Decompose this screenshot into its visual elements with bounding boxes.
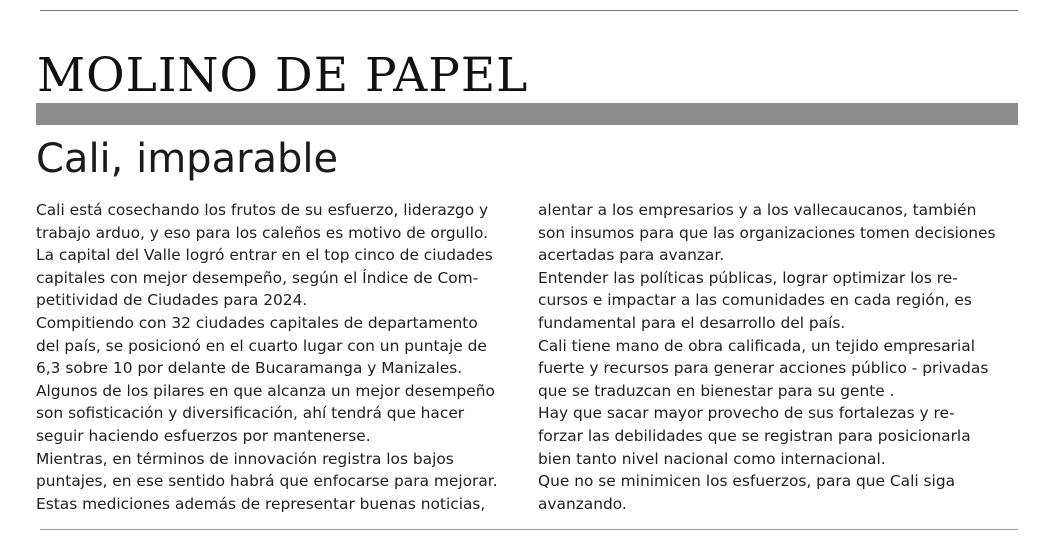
text-line: que se traduzcan en bienestar para su gente . bbox=[538, 381, 895, 400]
text-line: Entender las políticas públicas, lograr optimizar los re- bbox=[538, 268, 958, 287]
text-line: son sofisticación y diversificación, ahí tendrá que hacer bbox=[36, 404, 465, 423]
text-line: Algunos de los pilares en que alcanza un mejor desempeño bbox=[36, 381, 495, 400]
article-column-left bbox=[36, 199, 526, 515]
top-rule bbox=[40, 10, 1018, 11]
text-line: cursos e impactar a las comunidades en cada región, es bbox=[538, 291, 972, 310]
text-line: avanzando. bbox=[538, 494, 627, 513]
text-line: puntajes, en ese sentido habrá que enfocarse para mejorar. bbox=[36, 472, 498, 491]
article-headline: Cali, imparable bbox=[36, 136, 339, 182]
text-line: Compitiendo con 32 ciudades capitales de departamento bbox=[36, 313, 478, 332]
text-line: alentar a los empresarios y a los vallecaucanos, también bbox=[538, 201, 977, 219]
text-line: fundamental para el desarrollo del país. bbox=[538, 313, 846, 332]
text-line: fuerte y recursos para generar acciones público - privadas bbox=[538, 359, 989, 378]
text-line: Mientras, en términos de innovación registra los bajos bbox=[36, 449, 454, 468]
text-line: petitividad de Ciudades para 2024. bbox=[36, 291, 308, 310]
text-line: trabajo arduo, y eso para los caleños es motivo de orgullo. bbox=[36, 223, 488, 242]
text-line: capitales con mejor desempeño, según el Índice de Com- bbox=[36, 268, 479, 287]
text-line: bien tanto nivel nacional como internacional. bbox=[538, 449, 886, 468]
text-line: Estas mediciones además de representar buenas noticias, bbox=[36, 494, 486, 513]
bottom-rule bbox=[40, 529, 1018, 530]
section-title: MOLINO DE PAPEL bbox=[37, 48, 529, 103]
text-line: Hay que sacar mayor provecho de sus fortalezas y re- bbox=[538, 404, 955, 423]
text-line: seguir haciendo esfuerzos por mantenerse. bbox=[36, 426, 371, 445]
text-line: Que no se minimicen los esfuerzos, para que Cali siga bbox=[538, 472, 956, 491]
text-line: La capital del Valle logró entrar en el top cinco de ciudades bbox=[36, 246, 493, 265]
text-line: Cali está cosechando los frutos de su esfuerzo, liderazgo y bbox=[36, 201, 489, 219]
text-line: forzar las debilidades que se registran para posicionarla bbox=[538, 426, 971, 445]
article-column-right bbox=[538, 199, 1018, 515]
text-line: del país, se posicionó en el cuarto lugar con un puntaje de bbox=[36, 336, 487, 355]
text-line: son insumos para que las organizaciones tomen decisiones bbox=[538, 223, 996, 242]
text-line: 6,3 sobre 10 por delante de Bucaramanga y Manizales. bbox=[36, 359, 463, 378]
text-line: acertadas para avanzar. bbox=[538, 246, 725, 265]
section-band bbox=[36, 103, 1018, 125]
text-line: Cali tiene mano de obra calificada, un tejido empresarial bbox=[538, 336, 975, 355]
